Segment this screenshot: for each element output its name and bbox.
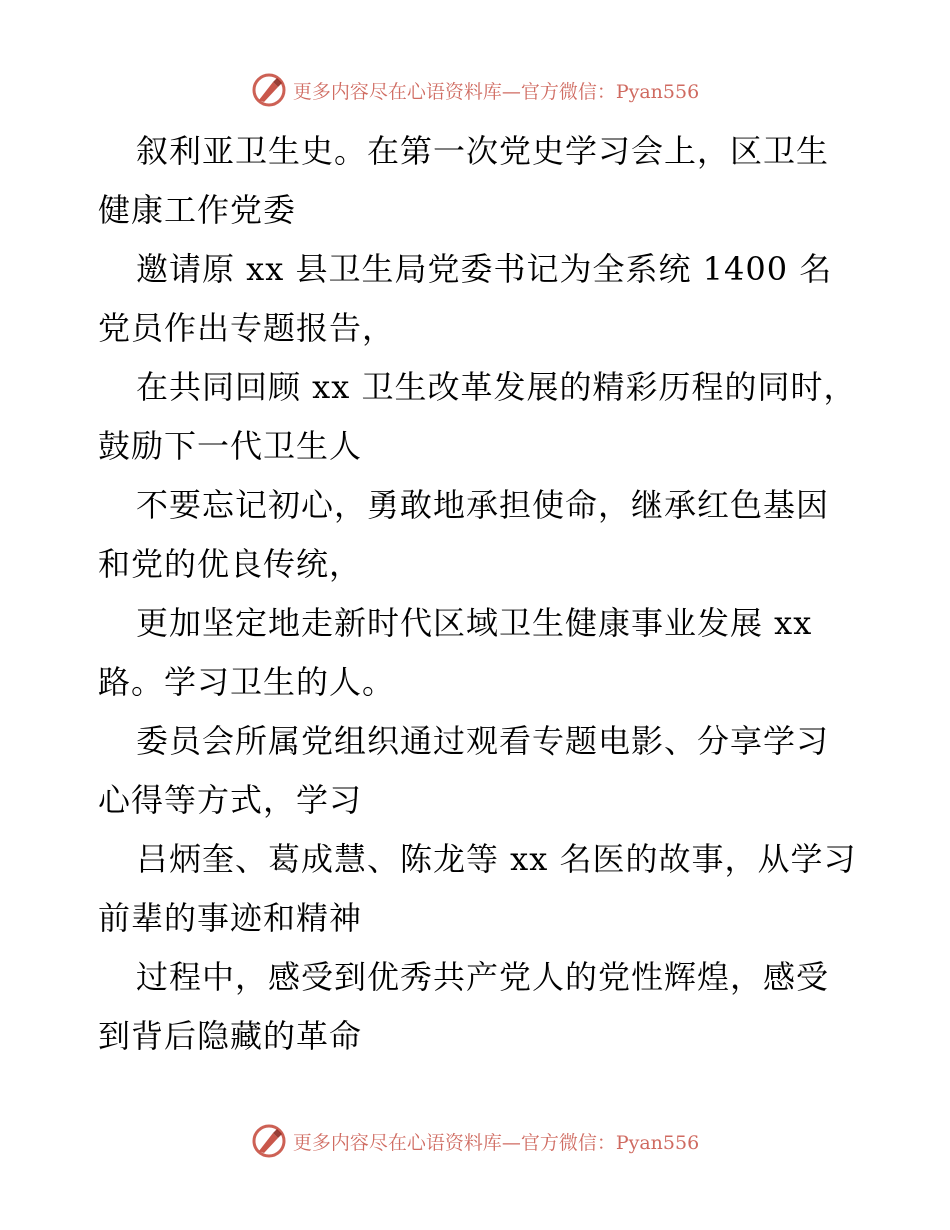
- pen-nib-logo-icon: [251, 1123, 287, 1159]
- paragraph: 邀请原 xx 县卫生局党委书记为全系统 1400 名党员作出专题报告，: [98, 250, 833, 347]
- pen-nib-logo-icon: [251, 72, 287, 108]
- watermark-text: 更多内容尽在心语资料库—官方微信：Pyan556: [292, 80, 700, 103]
- document-body: [98, 122, 858, 1066]
- header-watermark: [0, 70, 950, 110]
- paragraph: 更加坚定地走新时代区域卫生健康事业发展 xx 路。学习卫生的人。: [98, 604, 813, 701]
- paragraph: 过程中，感受到优秀共产党人的党性辉煌，感受到背后隐藏的革命: [98, 958, 830, 1055]
- paragraph: 在共同回顾 xx 卫生改革发展的精彩历程的同时，鼓励下一代卫生人: [98, 368, 857, 465]
- paragraph: 委员会所属党组织通过观看专题电影、分享学习心得等方式，学习: [98, 722, 830, 819]
- footer-watermark: [0, 1121, 950, 1161]
- paragraph: 吕炳奎、葛成慧、陈龙等 xx 名医的故事，从学习前辈的事迹和精神: [98, 840, 857, 937]
- watermark-text: 更多内容尽在心语资料库—官方微信：Pyan556: [292, 1131, 700, 1154]
- paragraph: 不要忘记初心，勇敢地承担使命，继承红色基因和党的优良传统，: [98, 486, 830, 583]
- paragraph: 叙利亚卫生史。在第一次党史学习会上，区卫生健康工作党委: [98, 132, 830, 229]
